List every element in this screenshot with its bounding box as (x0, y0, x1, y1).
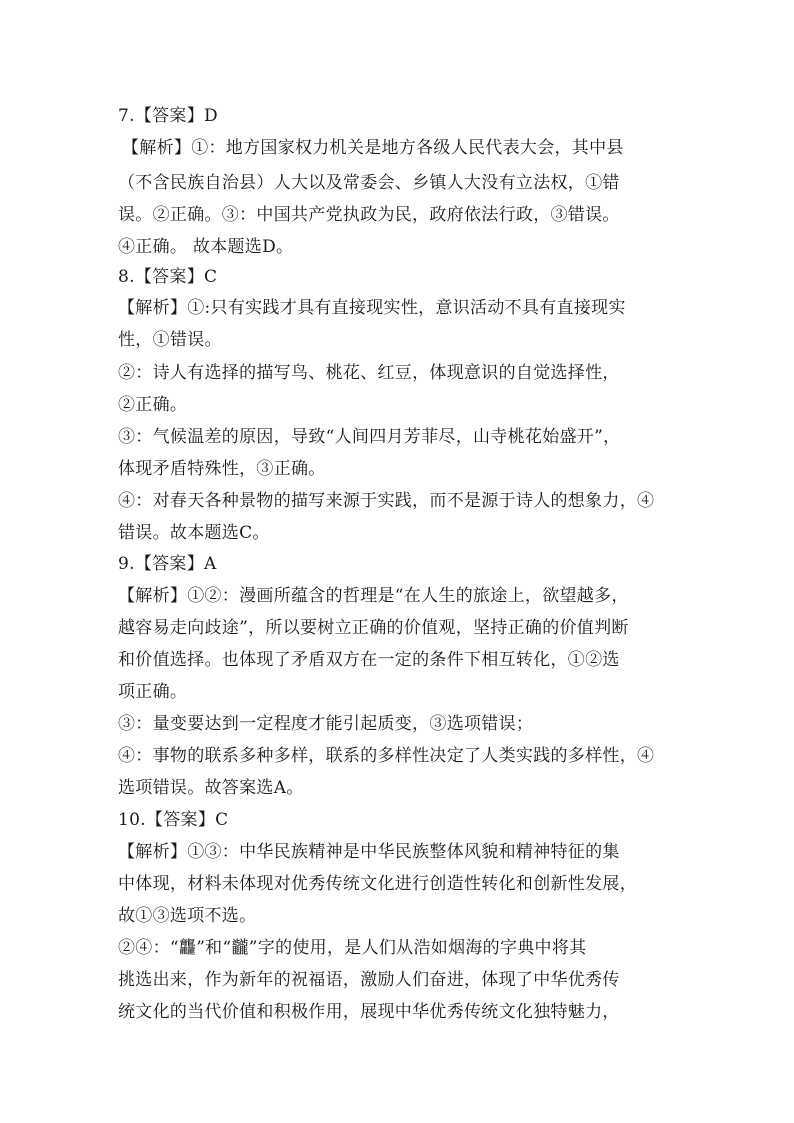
answer-8-heading: 8.【答案】C (118, 267, 218, 287)
analysis-7-line-1: 【解析】①：地方国家权力机关是地方各级人民代表大会，其中县 (122, 138, 624, 158)
analysis-8-line-5: ③：气候温差的原因，导致“人间四月芳菲尽，山寺桃花始盛开”， (118, 427, 621, 447)
analysis-9-line-7: 选项错误。故答案选A。 (118, 778, 304, 798)
analysis-10-line-5: 挑选出来，作为新年的祝福语，激励人们奋进，体现了中华优秀传 (118, 970, 620, 990)
analysis-9-line-4: 项正确。 (118, 682, 188, 702)
analysis-9-line-3: 和价值选择。也体现了矛盾双方在一定的条件下相互转化，①②选 (118, 650, 620, 670)
analysis-8-line-3: ②：诗人有选择的描写鸟、桃花、红豆，体现意识的自觉选择性， (118, 363, 620, 383)
analysis-10-line-3: 故①③选项不选。 (118, 906, 257, 926)
answer-10-heading: 10.【答案】C (118, 810, 229, 830)
analysis-7-line-4: ④正确。 故本题选D。 (118, 237, 294, 257)
analysis-10-line-1: 【解析】①③：中华民族精神是中华民族整体风貌和精神特征的集 (118, 842, 620, 862)
analysis-8-line-1: 【解析】①:只有实践才具有直接现实性，意识活动不具有直接现实 (118, 298, 626, 318)
analysis-10-line-4: ②④：“龘”和“龖”字的使用，是人们从浩如烟海的字典中将其 (118, 938, 587, 958)
analysis-8-line-4: ②正确。 (118, 395, 188, 415)
analysis-8-line-6: 体现矛盾特殊性，③正确。 (118, 459, 326, 479)
analysis-9-line-1: 【解析】①②：漫画所蕴含的哲理是“在人生的旅途上，欲望越多， (118, 586, 629, 606)
analysis-10-line-2: 中体现，材料未体现对优秀传统文化进行创造性转化和创新性发展， (118, 874, 637, 894)
analysis-8-line-8: 错误。故本题选C。 (118, 523, 270, 543)
analysis-7-line-2: （不含民族自治县）人大以及常委会、乡镇人大没有立法权，①错 (118, 173, 620, 193)
analysis-9-line-2: 越容易走向歧途”，所以要树立正确的价值观，坚持正确的价值判断 (118, 618, 629, 638)
analysis-9-line-5: ③：量变要达到一定程度才能引起质变，③选项错误； (118, 714, 534, 734)
analysis-9-line-6: ④：事物的联系多种多样，联系的多样性决定了人类实践的多样性，④ (118, 746, 655, 766)
analysis-10-line-6: 统文化的当代价值和积极作用，展现中华优秀传统文化独特魅力， (118, 1002, 620, 1022)
analysis-7-line-3: 误。②正确。③：中国共产党执政为民，政府依法行政，③错误。 (118, 205, 620, 225)
analysis-8-line-7: ④：对春天各种景物的描写来源于实践，而不是源于诗人的想象力，④ (118, 491, 655, 511)
answer-7-heading: 7.【答案】D (118, 106, 218, 126)
answer-9-heading: 9.【答案】A (118, 554, 217, 574)
analysis-8-line-2: 性，①错误。 (118, 330, 222, 350)
